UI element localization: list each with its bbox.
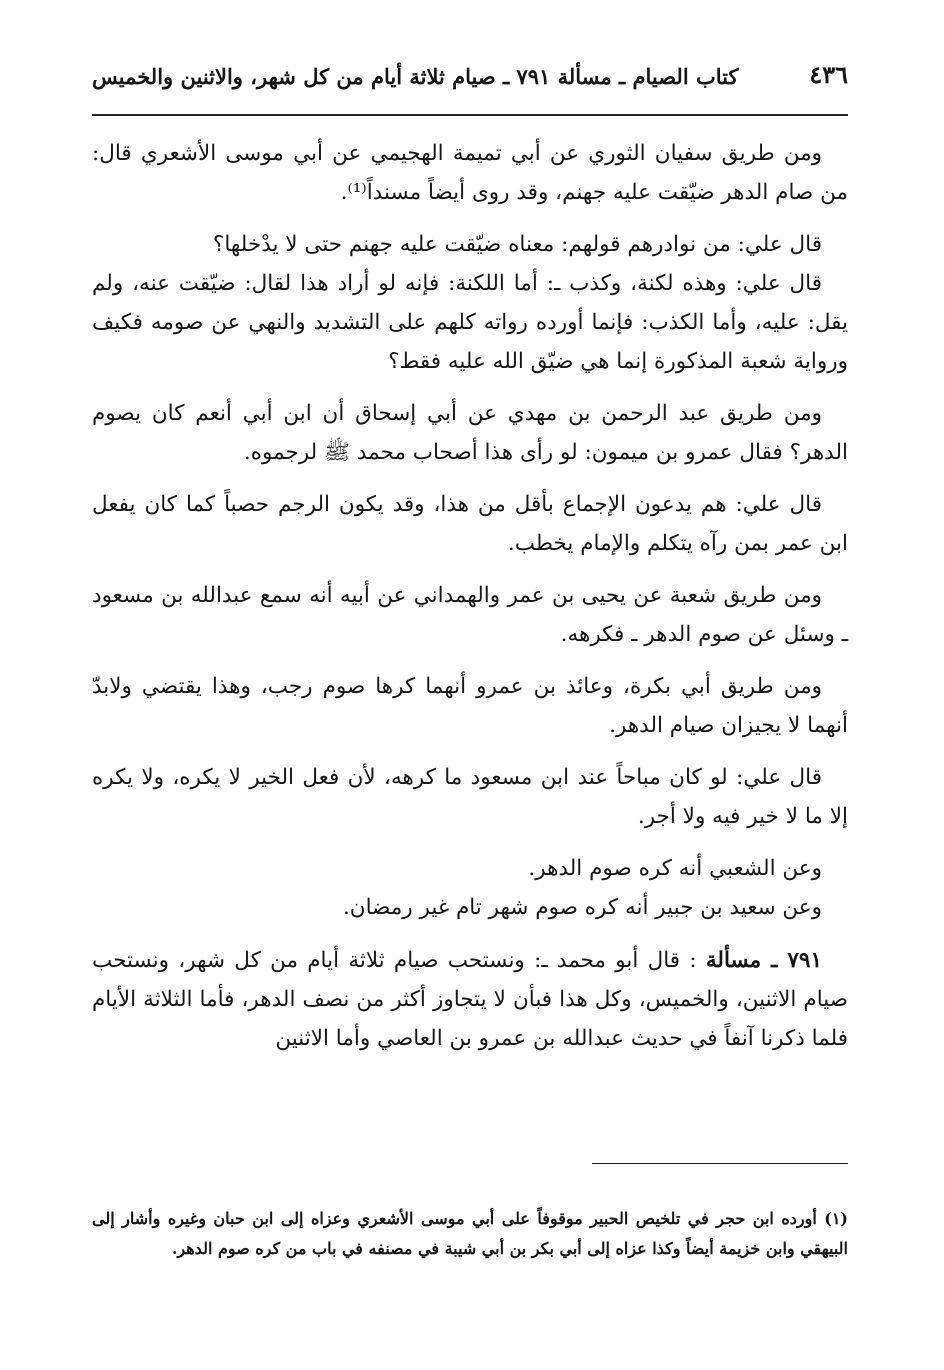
- main-text: [92, 134, 848, 1071]
- paragraph: قال علي: وهذه لكنة، وكذب ـ: أما اللكنة: فإنه لو أراد هذا لقال: ضيّقت عنه، ولم يقل: عليه، وأما الكذب: فإنما أورده رواته كلهم على التشديد والنهي عن صومه فكيف ورواية شعبة المذكورة إنما هي ضيّق الله عليه فقط؟: [92, 271, 848, 374]
- paragraph: ومن طريق عبد الرحمن بن مهدي عن أبي إسحاق أن ابن أبي أنعم كان يصوم الدهر؟ فقال عمرو بن ميمون: لو رأى هذا أصحاب محمد ﷺ لرجموه.: [92, 401, 848, 465]
- paragraph: قال علي: هم يدعون الإجماع بأقل من هذا، وقد يكون الرجم حصباً كما كان يفعل ابن عمر بمن رآه يتكلم والإمام يخطب.: [92, 492, 848, 556]
- paragraph: قال علي: لو كان مباحاً عند ابن مسعود ما كرهه، لأن فعل الخير لا يكره، ولا يكره إلا ما لا خير فيه ولا أجر.: [92, 765, 848, 829]
- paragraph: ومن طريق سفيان الثوري عن أبي تميمة الهجيمي عن أبي موسى الأشعري قال: من صام الدهر ضيّقت عليه جهنم، وقد روى أيضاً مسنداً⁽¹⁾.: [92, 141, 848, 205]
- running-title: كتاب الصيام ـ مسألة ٧٩١ ـ صيام ثلاثة أيام من كل شهر، والاثنين والخميس: [92, 64, 739, 89]
- paragraph: قال علي: من نوادرهم قولهم: معناه ضيّقت عليه جهنم حتى لا يدْخلها؟: [212, 232, 822, 257]
- page-number: ٤٣٦: [809, 60, 848, 89]
- masala-number: ٧٩١ ـ مسألة: [705, 948, 822, 973]
- masala-paragraph: [92, 941, 848, 1058]
- short-line: وعن الشعبي أنه كره صوم الدهر.: [528, 856, 822, 881]
- paragraph: ومن طريق أبي بكرة، وعائذ بن عمرو أنهما كرها صوم رجب، وهذا يقتضي ولابدّ أنهما لا يجيزان صيام الدهر.: [92, 674, 848, 738]
- footnote-rule: [592, 1163, 848, 1164]
- short-line: وعن سعيد بن جبير أنه كره صوم شهر تام غير رمضان.: [342, 895, 822, 920]
- masala-text: : قال أبو محمد ـ: ونستحب صيام ثلاثة أيام من كل شهر، ونستحب صيام الاثنين، والخميس، وكل هذا فبأن لا يتجاوز أكثر من نصف الدهر، فأما الثلاثة الأيام فلما ذكرنا آنفاً في حديث عبدالله بن عمرو بن العاصي وأما الاثنين: [92, 948, 848, 1051]
- running-header: [92, 60, 848, 100]
- short-lines: [92, 849, 848, 927]
- paragraph: ومن طريق شعبة عن يحيى بن عمر والهمداني عن أبيه أنه سمع عبدالله بن مسعود ـ وسئل عن صوم الدهر ـ فكرهه.: [92, 583, 848, 647]
- footnote: [92, 1204, 848, 1264]
- header-rule: [92, 114, 848, 116]
- footnote-text: (١) أورده ابن حجر في تلخيص الحبير موقوفاً على أبي موسى الأشعري وعزاه إلى ابن حبان وغيره وأشار إلى البيهقي وابن خزيمة أيضاً وكذا عزاه إلى أبي بكر بن أبي شيبة في مصنفه في باب من كره صوم الدهر.: [92, 1209, 848, 1258]
